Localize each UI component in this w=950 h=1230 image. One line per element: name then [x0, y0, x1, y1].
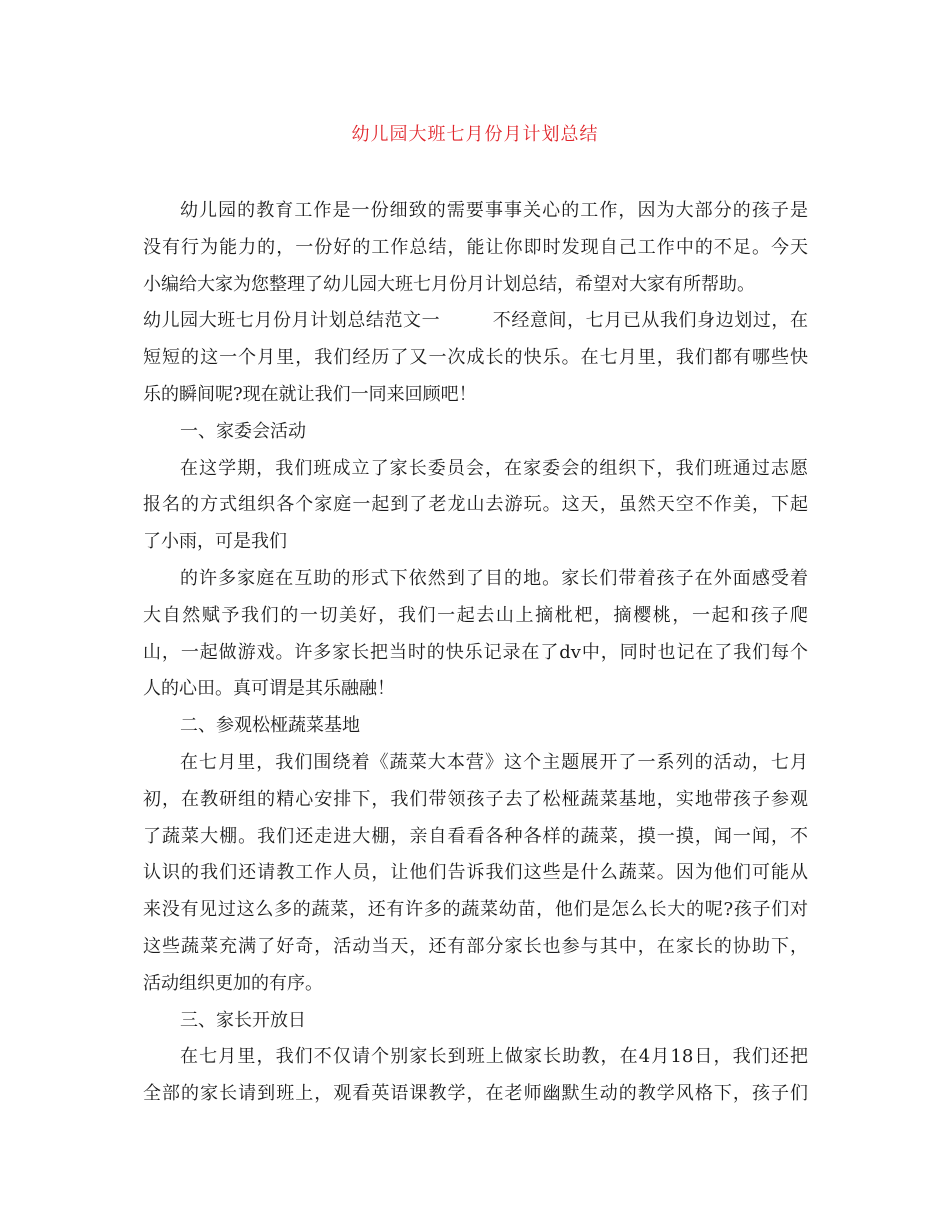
paragraph-line: 在七月里，我们不仅请个别家长到班上做家长助教，在4月18日，我们还把 [180, 1046, 808, 1068]
paragraph-line: 报名的方式组织各个家庭一起到了老龙山去游玩。这天，虽然天空不作美，下起 [143, 494, 808, 516]
section-heading: 三、家长开放日 [180, 1009, 306, 1031]
paragraph-line: 人的心田。真可谓是其乐融融！ [143, 678, 395, 700]
paragraph-line: 来没有见过这么多的蔬菜，还有许多的蔬菜幼苗，他们是怎么长大的呢?孩子们对 [143, 899, 808, 921]
paragraph-line: 小编给大家为您整理了幼儿园大班七月份月计划总结，希望对大家有所帮助。 [143, 273, 755, 295]
paragraph-line: 了小雨，可是我们 [143, 531, 287, 553]
section-heading: 一、家委会活动 [180, 420, 306, 442]
paragraph-line-with-subtitle [143, 303, 808, 340]
section-heading: 二、参观松桠蔬菜基地 [180, 715, 360, 737]
sample-subtitle: 幼儿园大班七月份月计划总结范文一 [143, 310, 441, 332]
document-title: 幼儿园大班七月份月计划总结 [351, 124, 599, 145]
paragraph-line: 这些蔬菜充满了好奇，活动当天，还有部分家长也参与其中，在家长的协助下， [143, 935, 808, 957]
paragraph-line: 短短的这一个月里，我们经历了又一次成长的快乐。在七月里，我们都有哪些快 [143, 347, 808, 369]
paragraph-line: 乐的瞬间呢?现在就让我们一同来回顾吧！ [143, 383, 477, 405]
paragraph-line: 幼儿园的教育工作是一份细致的需要事事关心的工作，因为大部分的孩子是 [180, 200, 808, 221]
paragraph-line: 认识的我们还请教工作人员，让他们告诉我们这些是什么蔬菜。因为他们可能从 [143, 862, 808, 884]
paragraph-line: 活动组织更加的有序。 [143, 972, 323, 994]
paragraph-line: 了蔬菜大棚。我们还走进大棚，亲自看看各种各样的蔬菜，摸一摸，闻一闻，不 [143, 825, 808, 847]
paragraph-line: 全部的家长请到班上，观看英语课教学，在老师幽默生动的教学风格下，孩子们 [143, 1083, 808, 1105]
paragraph-line: 在七月里，我们围绕着《蔬菜大本营》这个主题展开了一系列的活动，七月 [180, 751, 808, 773]
paragraph-line: 在这学期，我们班成立了家长委员会，在家委会的组织下，我们班通过志愿 [180, 457, 808, 479]
document-body [143, 193, 808, 1113]
paragraph-line: 没有行为能力的，一份好的工作总结，能让你即时发现自己工作中的不足。今天 [143, 236, 808, 258]
paragraph-text: 不经意间，七月已从我们身边划过，在 [492, 310, 808, 332]
paragraph-line: 山，一起做游戏。许多家长把当时的快乐记录在了dv中，同时也记在了我们每个 [143, 641, 808, 663]
paragraph-line: 大自然赋予我们的一切美好，我们一起去山上摘枇杷，摘樱桃，一起和孩子爬 [143, 604, 808, 626]
paragraph-line: 的许多家庭在互助的形式下依然到了目的地。家长们带着孩子在外面感受着 [180, 567, 808, 589]
paragraph-line: 初，在教研组的精心安排下，我们带领孩子去了松桠蔬菜基地，实地带孩子参观 [143, 788, 808, 810]
